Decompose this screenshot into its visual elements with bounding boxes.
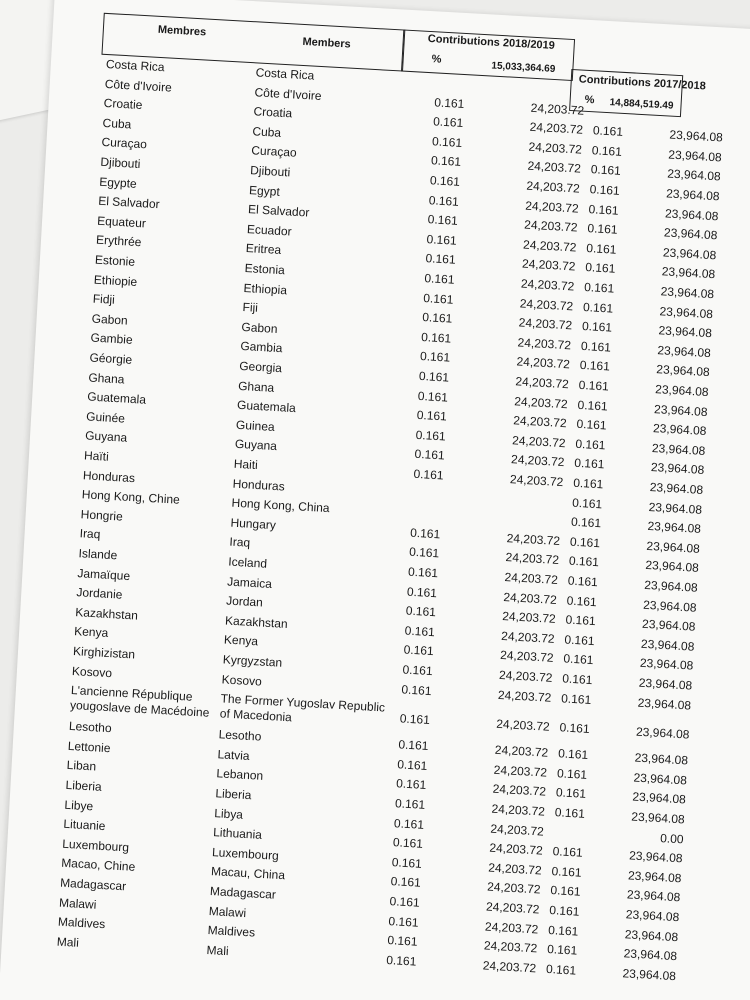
header-total-2018: 15,033,364.69	[491, 60, 556, 76]
amount-2017-cell: 23,964.08	[626, 887, 681, 905]
amount-2018-cell: 24,203.72	[503, 589, 558, 607]
amount-2018-cell: 24,203.72	[484, 919, 539, 937]
pct-2017-cell: 0.161	[557, 746, 589, 763]
amount-2017-cell: 23,964.08	[640, 636, 695, 654]
member-name-fr: Costa Rica	[105, 56, 165, 75]
member-name-en: Lebanon	[216, 766, 264, 784]
pct-2018-cell: 0.161	[414, 447, 446, 463]
amount-2017-cell: 23,964.08	[661, 264, 716, 282]
member-name-en: Guyana	[234, 437, 278, 454]
pct-2017-cell: 0.161	[549, 903, 580, 919]
member-name-fr: Equateur	[96, 213, 147, 231]
header-members-fr: Membres	[157, 23, 207, 39]
member-name-en: The Former Yugoslav Republic of Macedonia	[219, 691, 386, 725]
pct-2018-cell: 0.161	[432, 114, 464, 131]
pct-2018-cell: 0.161	[392, 835, 424, 852]
amount-2017-cell: 23,964.08	[642, 597, 697, 615]
amount-2017-cell: 23,964.08	[635, 724, 690, 742]
pct-2018-cell: 0.161	[394, 796, 426, 812]
member-name-en: El Salvador	[247, 202, 310, 220]
member-name-fr: Libye	[64, 797, 94, 813]
member-name-en: Iceland	[227, 554, 268, 571]
pct-2017-cell: 0.161	[577, 397, 609, 414]
member-name-fr: Estonie	[94, 252, 136, 269]
amount-2018-cell: 24,203.72	[517, 335, 572, 353]
member-name-en: Kyrgyzstan	[222, 652, 283, 670]
member-name-en: Kenya	[223, 632, 259, 649]
amount-2018-cell: 24,203.72	[495, 716, 551, 734]
amount-2018-cell: 24,203.72	[530, 100, 585, 118]
amount-2017-cell: 23,964.08	[658, 323, 713, 341]
pct-2017-cell: 0.161	[556, 766, 588, 782]
amount-2018-cell: 24,203.72	[522, 237, 577, 255]
header-pct-2017: %	[584, 93, 595, 107]
pct-2018-cell: 0.161	[431, 134, 463, 150]
pct-2017-cell: 0.161	[587, 221, 618, 237]
pct-2017-cell: 0.161	[581, 319, 613, 335]
member-name-en: Guinea	[235, 417, 276, 434]
amount-2017-cell: 23,964.08	[649, 479, 704, 497]
pct-2018-cell: 0.161	[419, 349, 451, 366]
pct-2017-cell: 0.161	[584, 260, 616, 277]
pct-2018-cell: 0.161	[426, 231, 458, 248]
amount-2018-cell: 24,203.72	[494, 742, 549, 760]
amount-2017-cell: 23,964.08	[669, 127, 724, 145]
pct-2017-cell: 0.161	[583, 280, 615, 296]
amount-2017-cell: 23,964.08	[625, 907, 680, 925]
pct-2017-cell: 0.161	[592, 123, 624, 140]
member-name-en: Malawi	[208, 903, 247, 920]
pct-2018-cell: 0.161	[420, 329, 452, 346]
pct-2018-cell: 0.161	[413, 466, 444, 483]
member-name-en: Ethiopia	[243, 280, 288, 298]
amount-2018-cell: 24,203.72	[483, 938, 538, 956]
amount-2017-cell: 23,964.08	[632, 789, 687, 807]
member-name-fr: Djibouti	[100, 154, 141, 172]
member-name-en: Lithuania	[212, 825, 263, 843]
member-name-fr: Liberia	[65, 777, 103, 794]
member-name-fr: Ghana	[88, 370, 125, 387]
amount-2018-cell: 24,203.72	[509, 472, 564, 490]
member-name-fr: Egypte	[98, 174, 138, 191]
pct-2018-cell: 0.161	[409, 525, 441, 542]
amount-2018-cell: 24,203.72	[500, 628, 555, 646]
pct-2017-cell: 0.161	[552, 844, 584, 860]
amount-2017-cell: 23,964.08	[652, 421, 707, 439]
pct-2017-cell: 0.161	[570, 514, 602, 531]
pct-2017-cell: 0.161	[545, 961, 577, 978]
amount-2017-cell: 23,964.08	[653, 401, 708, 419]
member-name-en: Macau, China	[210, 864, 286, 883]
amount-2018-cell: 24,203.72	[490, 821, 545, 839]
member-name-en: Djibouti	[249, 163, 291, 180]
amount-2017-cell: 23,964.08	[628, 848, 683, 866]
pct-2018-cell: 0.161	[393, 815, 425, 832]
member-name-en: Honduras	[232, 476, 286, 494]
amount-2017-cell: 23,964.08	[637, 695, 692, 713]
member-name-en: Latvia	[217, 747, 250, 763]
amount-2018-cell: 24,203.72	[487, 860, 543, 878]
member-name-fr: Maldives	[57, 914, 106, 932]
member-name-fr: Luxembourg	[61, 836, 130, 855]
member-name-fr: Lesotho	[68, 719, 112, 736]
member-name-fr: Islande	[78, 546, 118, 563]
amount-2018-cell: 24,203.72	[515, 374, 570, 392]
amount-2018-cell: 24,203.72	[486, 879, 541, 897]
pct-2018-cell: 0.161	[387, 933, 418, 949]
member-name-fr: Côte d'Ivoire	[104, 76, 173, 95]
amount-2018-cell: 24,203.72	[492, 782, 547, 800]
amount-2017-cell: 23,964.08	[664, 206, 719, 223]
amount-2018-cell: 24,203.72	[489, 840, 544, 858]
amount-2017-cell: 23,964.08	[668, 147, 723, 165]
pct-2018-cell: 0.161	[433, 94, 465, 111]
pct-2018-cell: 0.161	[389, 894, 421, 910]
amount-2018-cell: 24,203.72	[485, 899, 540, 917]
pct-2018-cell: 0.161	[424, 271, 455, 287]
member-name-fr: Curaçao	[101, 135, 148, 152]
member-name-en: Haiti	[233, 456, 259, 473]
pct-2017-cell: 0.161	[566, 593, 598, 609]
amount-2017-cell: 23,964.08	[648, 499, 703, 517]
member-name-fr: Kosovo	[71, 663, 113, 680]
pct-2018-cell: 0.161	[405, 603, 437, 620]
amount-2017-cell: 23,964.08	[624, 926, 679, 944]
member-name-en: Ghana	[237, 378, 275, 395]
member-name-en: Kazakhstan	[224, 613, 289, 631]
member-name-fr: Gabon	[91, 311, 129, 328]
amount-2017-cell: 23,964.08	[623, 946, 678, 964]
pct-2017-cell: 0.161	[560, 690, 592, 707]
member-name-fr: Guinée	[85, 409, 126, 426]
member-name-en: Cuba	[252, 124, 282, 140]
pct-2018-cell: 0.161	[421, 310, 453, 326]
header-contrib-2018: Contributions 2018/2019	[427, 32, 556, 52]
pct-2018-cell: 0.161	[398, 737, 429, 754]
amount-2017-cell: 23,964.08	[663, 225, 718, 243]
pct-2018-cell: 0.161	[407, 564, 439, 581]
pct-2017-cell: 0.161	[567, 573, 599, 590]
pct-2017-cell: 0.161	[555, 785, 587, 802]
amount-2017-cell: 23,964.08	[662, 245, 717, 263]
member-name-fr: Guatemala	[86, 389, 147, 407]
amount-2018-cell: 24,203.72	[527, 159, 582, 177]
pct-2018-cell: 0.161	[385, 952, 417, 969]
amount-2017-cell: 0.00	[659, 830, 684, 846]
member-name-fr: Kenya	[73, 624, 109, 641]
member-name-en: Côte d'Ivoire	[254, 84, 322, 103]
pct-2018-cell: 0.161	[428, 192, 460, 209]
pct-2018-cell: 0.161	[425, 251, 456, 268]
amount-2017-cell: 23,964.08	[630, 809, 686, 827]
member-name-en: Gambia	[240, 339, 283, 356]
amount-2017-cell: 23,964.08	[665, 186, 720, 204]
pct-2018-cell: 0.161	[403, 642, 435, 659]
member-name-fr: Mali	[56, 934, 80, 950]
pct-2017-cell: 0.161	[568, 553, 600, 570]
pct-2017-cell: 0.161	[572, 475, 604, 492]
member-name-en: Lesotho	[218, 727, 262, 744]
amount-2018-cell: 24,203.72	[506, 530, 561, 548]
member-name-fr: Haïti	[83, 448, 110, 464]
amount-2018-cell: 24,203.72	[505, 550, 560, 568]
pct-2017-cell: 0.161	[575, 436, 606, 453]
amount-2017-cell: 23,964.08	[645, 558, 700, 576]
member-name-fr: Hong Kong, Chine	[81, 487, 181, 507]
amount-2017-cell: 23,964.08	[646, 538, 701, 556]
amount-2018-cell: 24,203.72	[499, 648, 554, 666]
amount-2018-cell: 24,203.72	[482, 958, 537, 976]
member-name-en: Kosovo	[221, 671, 263, 689]
member-name-en: Hong Kong, China	[231, 495, 330, 516]
amount-2017-cell: 23,964.08	[627, 868, 682, 886]
amount-2018-cell: 24,203.72	[529, 119, 584, 137]
member-name-en: Hungary	[230, 515, 277, 532]
member-name-fr: Ethiopie	[93, 272, 138, 289]
pct-2017-cell: 0.161	[582, 299, 614, 316]
pct-2018-cell: 0.161	[388, 913, 419, 930]
pct-2017-cell: 0.161	[547, 922, 579, 939]
member-name-fr: Jordanie	[76, 585, 123, 602]
member-name-en: Croatia	[253, 104, 293, 121]
amount-2018-cell: 24,203.72	[513, 393, 569, 411]
member-name-fr: Liban	[66, 758, 97, 774]
member-name-fr: Croatie	[103, 96, 143, 113]
amount-2017-cell: 23,964.08	[647, 519, 702, 537]
pct-2017-cell: 0.161	[569, 534, 601, 551]
member-name-fr: Kirghizistan	[72, 644, 136, 662]
amount-2018-cell: 24,203.72	[526, 178, 581, 196]
pct-2017-cell: 0.161	[591, 143, 623, 159]
amount-2017-cell: 23,964.08	[638, 675, 693, 693]
amount-2018-cell: 24,203.72	[501, 609, 557, 627]
amount-2017-cell: 23,964.08	[633, 770, 688, 788]
pct-2018-cell: 0.161	[427, 212, 459, 229]
header-total-2017: 14,884,519.49	[609, 97, 674, 112]
member-name-en: Ecuador	[246, 221, 292, 239]
amount-2018-cell: 24,203.72	[497, 687, 552, 705]
member-name-en: Mali	[206, 942, 230, 958]
amount-2017-cell: 23,964.08	[657, 342, 712, 360]
amount-2018-cell: 24,203.72	[511, 433, 566, 450]
member-name-en: Jordan	[225, 593, 264, 610]
amount-2018-cell: 24,203.72	[504, 570, 559, 587]
pct-2017-cell: 0.161	[588, 201, 619, 218]
pct-2018-cell: 0.161	[422, 290, 454, 307]
pct-2018-cell: 0.161	[395, 776, 427, 793]
member-name-fr: Cuba	[102, 115, 132, 132]
pct-2017-cell: 0.161	[578, 377, 610, 394]
pct-2018-cell: 0.161	[406, 584, 438, 600]
header-contrib-2017: Contributions 2017/2018	[578, 73, 707, 93]
member-name-en: Estonia	[244, 261, 286, 278]
pct-2017-cell: 0.161	[546, 942, 578, 958]
pct-2018-cell: 0.161	[396, 757, 428, 773]
amount-2018-cell: 24,203.72	[520, 276, 575, 294]
amount-2017-cell: 23,964.08	[659, 303, 714, 321]
pct-2018-cell: 0.161	[402, 662, 433, 679]
pct-2017-cell: 0.161	[573, 456, 605, 472]
member-name-fr: Malawi	[58, 895, 97, 912]
member-name-fr: Géorgie	[89, 350, 133, 367]
amount-2018-cell: 24,203.72	[498, 667, 553, 685]
amount-2018-cell: 24,203.72	[518, 315, 573, 333]
amount-2018-cell: 24,203.72	[528, 139, 583, 157]
amount-2017-cell: 23,964.08	[634, 750, 689, 768]
member-name-en: Libya	[213, 805, 244, 822]
member-name-en: Fiji	[242, 300, 259, 315]
pct-2018-cell: 0.161	[401, 682, 432, 698]
pct-2017-cell: 0.161	[561, 671, 593, 688]
pct-2018-cell: 0.161	[415, 427, 447, 444]
pct-2017-cell: 0.161	[559, 720, 590, 737]
member-name-fr: Hongrie	[80, 507, 124, 524]
member-name-fr: Erythrée	[95, 233, 142, 250]
pct-2018-cell: 0.161	[430, 153, 462, 170]
member-name-en: Egypt	[248, 182, 281, 199]
pct-2017-cell: 0.161	[586, 240, 617, 257]
member-name-fr: Lettonie	[67, 738, 111, 756]
pct-2017-cell: 0.161	[589, 182, 621, 198]
member-name-en: Madagascar	[209, 884, 277, 902]
pct-2018-cell: 0.161	[408, 545, 440, 561]
pct-2017-cell: 0.161	[550, 883, 581, 900]
amount-2018-cell: 24,203.72	[524, 198, 580, 216]
member-name-fr: Jamaïque	[77, 565, 131, 583]
amount-2018-cell: 24,203.72	[491, 801, 546, 819]
member-name-fr: Kazakhstan	[74, 604, 139, 623]
amount-2017-cell: 23,964.08	[643, 577, 699, 595]
member-name-fr: Honduras	[82, 467, 136, 485]
header-pct-2018: %	[431, 53, 442, 66]
amount-2018-cell: 24,203.72	[521, 256, 576, 274]
pct-2017-cell: 0.161	[563, 651, 594, 668]
member-name-en: Liberia	[215, 786, 252, 803]
pct-2017-cell: 0.161	[551, 863, 582, 880]
amount-2018-cell: 24,203.72	[510, 452, 565, 470]
amount-2017-cell: 23,964.08	[622, 966, 677, 983]
member-name-en: Iraq	[229, 535, 251, 551]
pct-2017-cell: 0.161	[580, 338, 612, 355]
pct-2018-cell: 0.161	[418, 368, 450, 385]
member-name-fr: L'ancienne République yougoslave de Macédoine	[69, 683, 210, 720]
amount-2018-cell: 24,203.72	[493, 762, 548, 780]
member-name-fr: Macao, Chine	[60, 856, 136, 875]
member-name-fr: Madagascar	[59, 875, 127, 894]
pct-2017-cell: 0.161	[571, 495, 603, 511]
pct-2018-cell: 0.161	[399, 711, 431, 728]
pct-2018-cell: 0.161	[390, 874, 422, 891]
pct-2017-cell: 0.161	[554, 805, 586, 821]
pct-2018-cell: 0.161	[404, 623, 436, 639]
member-name-en: Curaçao	[250, 143, 298, 161]
pct-2018-cell: 0.161	[429, 173, 461, 189]
member-name-fr: Iraq	[79, 526, 101, 542]
member-name-en: Jamaica	[226, 574, 273, 591]
pct-2017-cell: 0.161	[576, 416, 607, 433]
member-name-en: Guatemala	[236, 398, 297, 416]
member-name-fr: Gambie	[90, 330, 133, 348]
member-name-en: Eritrea	[245, 241, 282, 258]
amount-2018-cell: 24,203.72	[519, 296, 574, 314]
pct-2017-cell: 0.161	[590, 162, 622, 179]
header-members-en: Members	[302, 35, 352, 51]
pct-2018-cell: 0.161	[416, 408, 448, 424]
member-name-en: Maldives	[207, 923, 256, 940]
amount-2018-cell: 24,203.72	[523, 217, 578, 235]
amount-2017-cell: 23,964.08	[654, 382, 709, 400]
pct-2017-cell: 0.161	[564, 632, 595, 648]
amount-2017-cell: 23,964.08	[651, 440, 706, 458]
member-name-en: Costa Rica	[255, 65, 315, 83]
member-name-en: Georgia	[238, 358, 283, 376]
member-name-fr: El Salvador	[97, 193, 160, 212]
amount-2018-cell: 24,203.72	[516, 354, 571, 372]
pct-2017-cell: 0.161	[565, 612, 597, 629]
amount-2017-cell: 23,964.08	[639, 656, 694, 674]
amount-2017-cell: 23,964.08	[666, 166, 721, 184]
pct-2018-cell: 0.161	[417, 388, 449, 405]
member-name-fr: Lituanie	[63, 816, 106, 834]
member-name-en: Luxembourg	[211, 844, 280, 863]
pct-2018-cell: 0.161	[391, 854, 423, 871]
amount-2017-cell: 23,964.08	[641, 616, 696, 634]
amount-2017-cell: 23,964.08	[655, 362, 711, 380]
member-name-fr: Fidji	[92, 291, 116, 307]
member-name-en: Gabon	[241, 319, 278, 336]
member-name-fr: Guyana	[84, 428, 128, 446]
amount-2018-cell: 24,203.72	[512, 413, 567, 431]
pct-2017-cell: 0.161	[579, 358, 611, 374]
amount-2017-cell: 23,964.08	[660, 284, 715, 302]
amount-2017-cell: 23,964.08	[650, 460, 705, 478]
